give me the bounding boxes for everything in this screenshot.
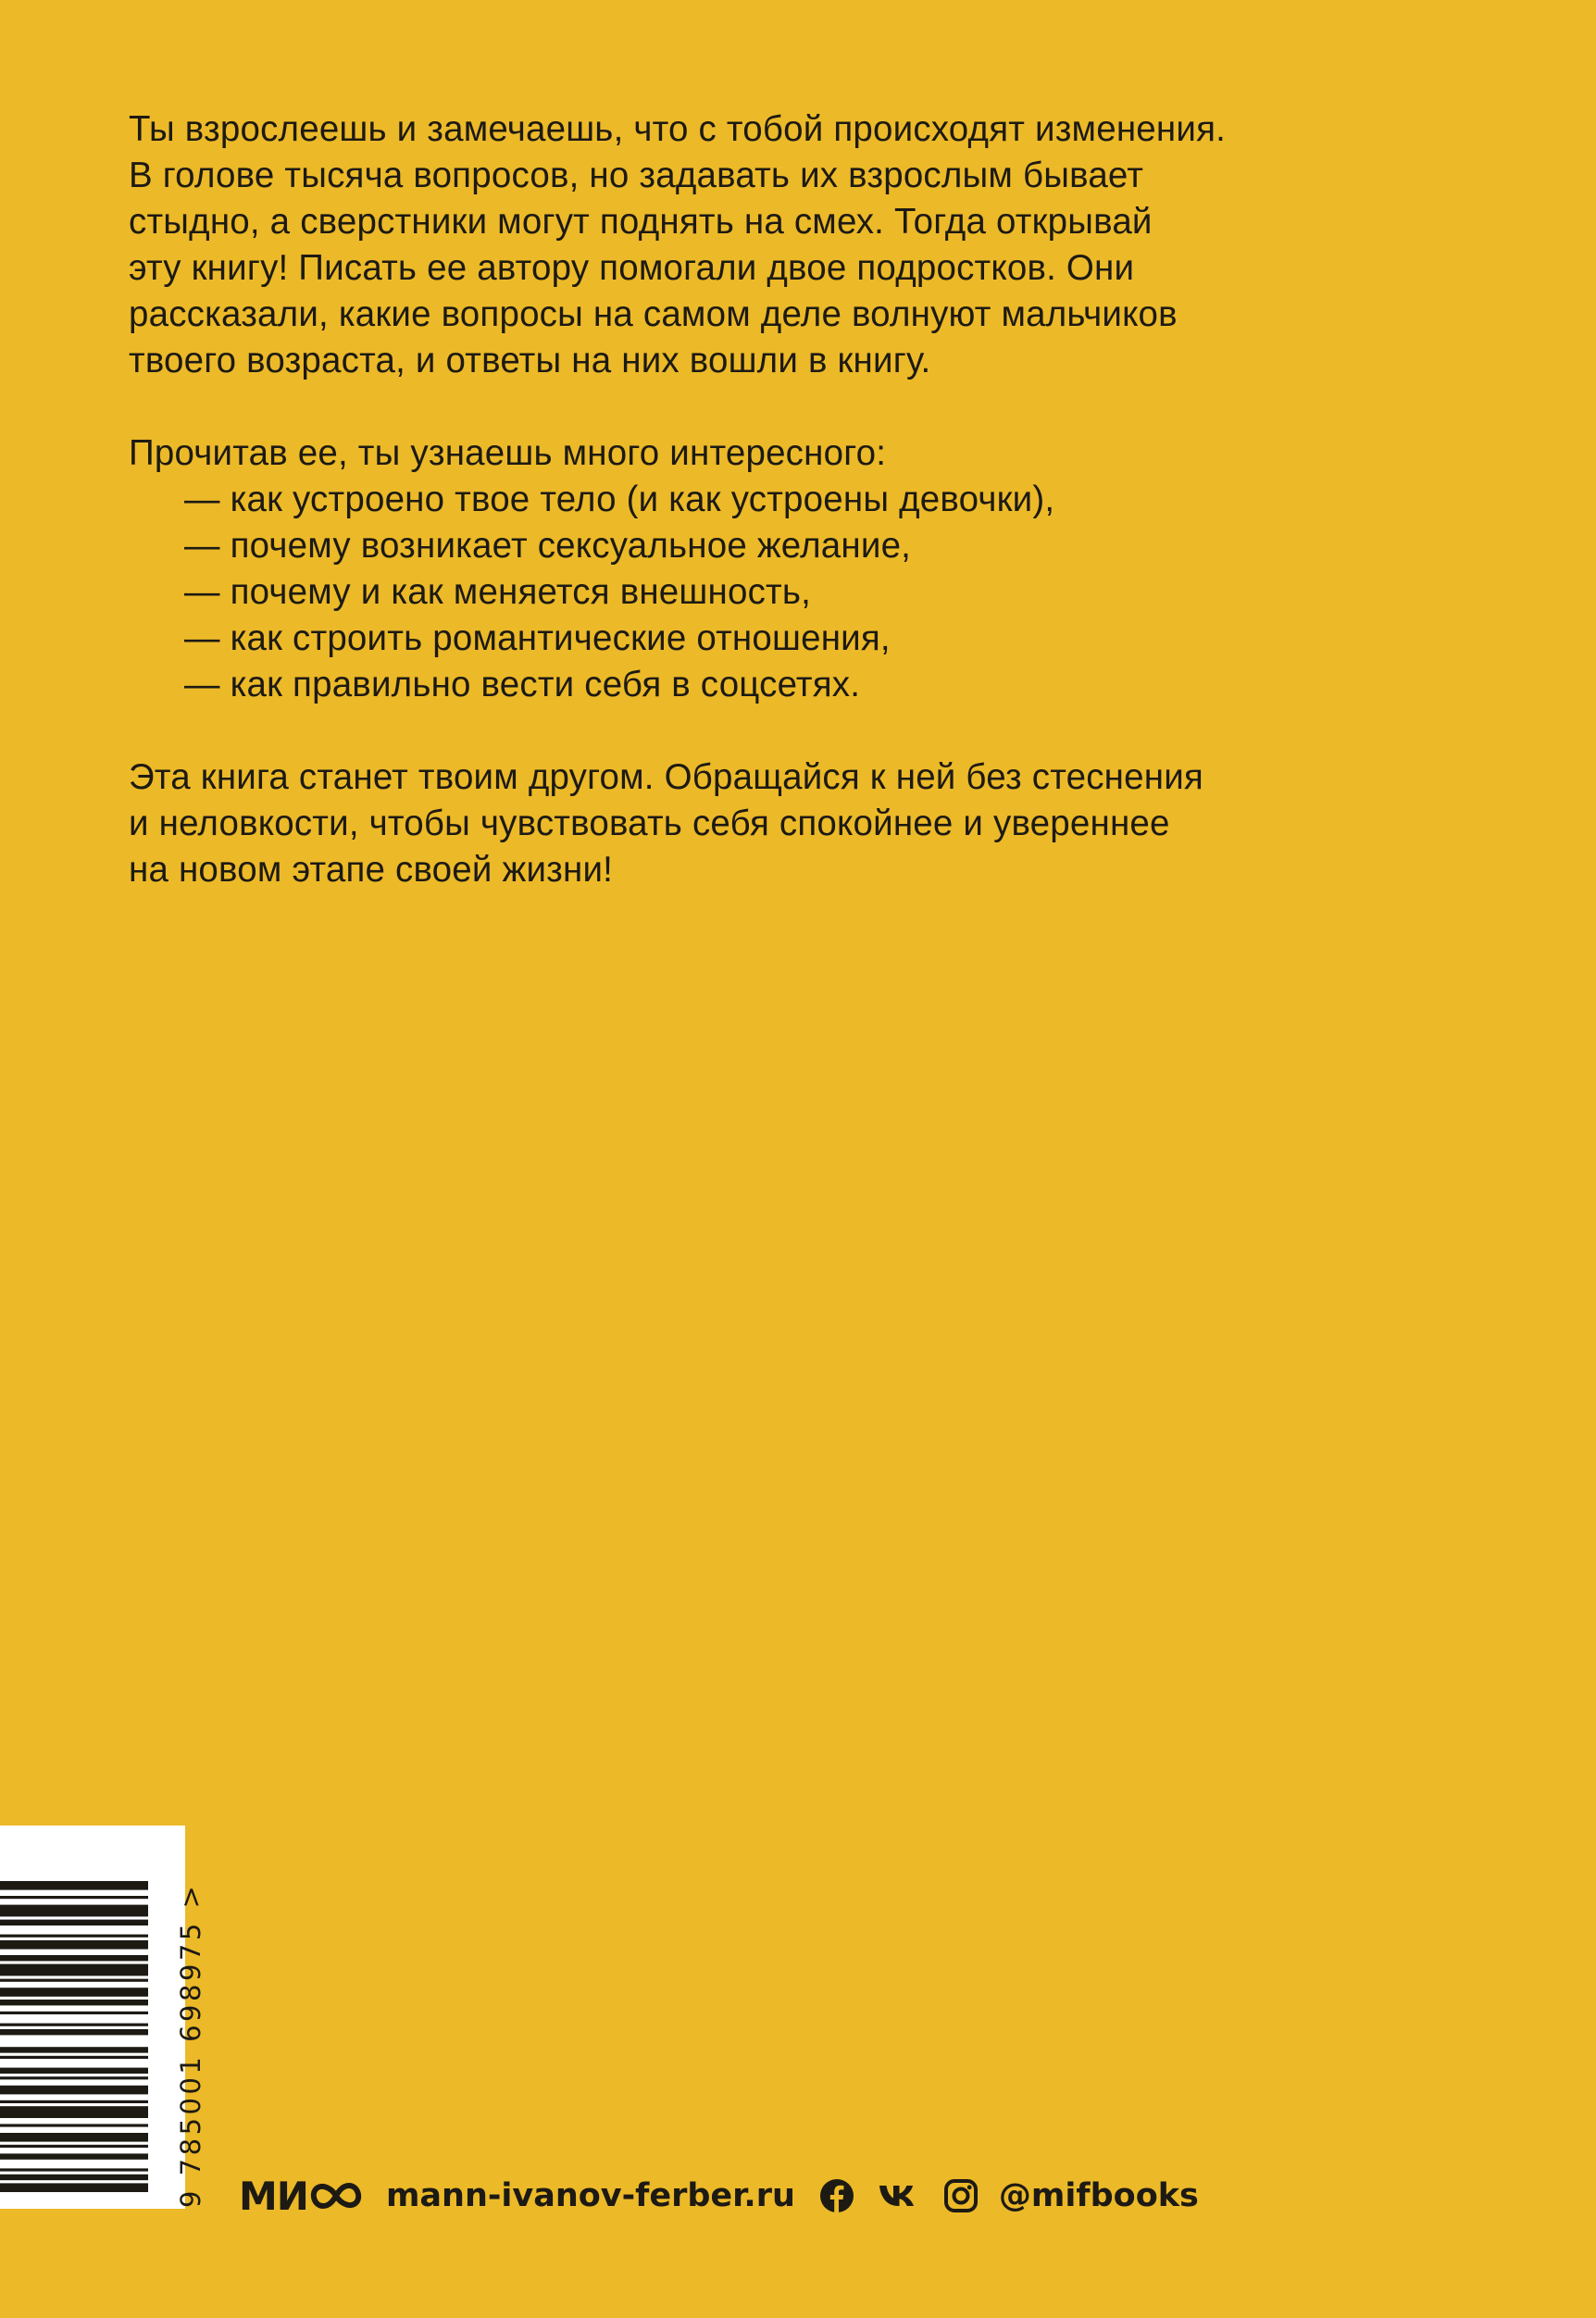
barcode-bar [0, 2145, 148, 2148]
logo-text: МИ [239, 2173, 308, 2219]
website-link[interactable]: mann-ivanov-ferber.ru [385, 2177, 795, 2214]
barcode-bar [0, 1920, 148, 1925]
barcode-bar [0, 2056, 148, 2059]
topics-list [129, 430, 1425, 708]
publisher-logo [239, 2174, 363, 2219]
barcode-bar [0, 2068, 148, 2074]
barcode-bar [0, 1935, 148, 1938]
social-handle[interactable]: @mifbooks [998, 2177, 1199, 2214]
barcode-bar [0, 2153, 148, 2159]
barcode-bar [0, 2000, 148, 2005]
barcode-bar [0, 2024, 148, 2026]
facebook-icon[interactable] [819, 2178, 854, 2213]
barcode-bar [0, 1964, 148, 1976]
list-item: — как строить романтические отношения, [184, 618, 891, 658]
barcode-bar [0, 1940, 148, 1950]
barcode-bar [0, 2124, 148, 2126]
closing-line: Эта книга станет твоим другом. Обращайся к ней без стеснения [129, 757, 1203, 797]
isbn-digits: 9 785001 698975 > [175, 1882, 206, 2208]
list-item: — почему возникает сексуальное желание, [184, 526, 912, 566]
barcode-bar [0, 2029, 148, 2035]
barcode-bar [0, 1881, 148, 1890]
intro-line: стыдно, а сверстники могут поднять на смех. Тогда открывай [129, 202, 1153, 242]
publisher-footer [239, 2172, 1199, 2220]
barcode-bar [0, 2086, 148, 2095]
intro-line: рассказали, какие вопросы на самом деле волнуют мальчиков [129, 294, 1178, 334]
list-item: — как устроено твое тело (и как устроены девочки), [184, 480, 1055, 519]
barcode-bar [0, 2100, 148, 2103]
barcode-bar [0, 2175, 148, 2180]
barcode-bar [0, 2047, 148, 2052]
barcode-bar [0, 1955, 148, 1961]
closing-paragraph [129, 754, 1425, 893]
barcode-bars [0, 1826, 185, 2209]
barcode-bar [0, 1979, 148, 1982]
barcode-bar [0, 2133, 148, 2142]
infinity-icon [309, 2180, 363, 2212]
closing-line: на новом этапе своей жизни! [129, 850, 614, 890]
instagram-icon[interactable] [943, 2178, 979, 2213]
barcode-bar [0, 1905, 148, 1917]
barcode-bar [0, 2012, 148, 2014]
closing-line: и неловкости, чтобы чувствовать себя спокойнее и увереннее [129, 804, 1170, 843]
barcode-bar [0, 2168, 148, 2171]
isbn-barcode [0, 1826, 185, 2209]
list-item: — почему и как меняется внешность, [184, 572, 812, 612]
list-item: — как правильно вести себя в соцсетях. [184, 665, 861, 704]
barcode-bar [0, 2183, 148, 2192]
barcode-bar [0, 2106, 148, 2118]
list-lead: Прочитав ее, ты узнаешь много интересного: [129, 433, 887, 473]
intro-line: твоего возраста, и ответы на них вошли в книгу. [129, 341, 931, 380]
barcode-bar [0, 1988, 148, 1997]
barcode-bar [0, 1896, 148, 1899]
intro-paragraph [129, 106, 1425, 384]
intro-line: В голове тысяча вопросов, но задавать их взрослым бывает [129, 156, 1144, 195]
vk-icon[interactable] [879, 2184, 919, 2208]
intro-line: эту книгу! Писать ее автору помогали двое подростков. Они [129, 248, 1135, 288]
barcode-bar [0, 2076, 148, 2079]
intro-line: Ты взрослеешь и замечаешь, что с тобой происходят изменения. [129, 109, 1227, 149]
